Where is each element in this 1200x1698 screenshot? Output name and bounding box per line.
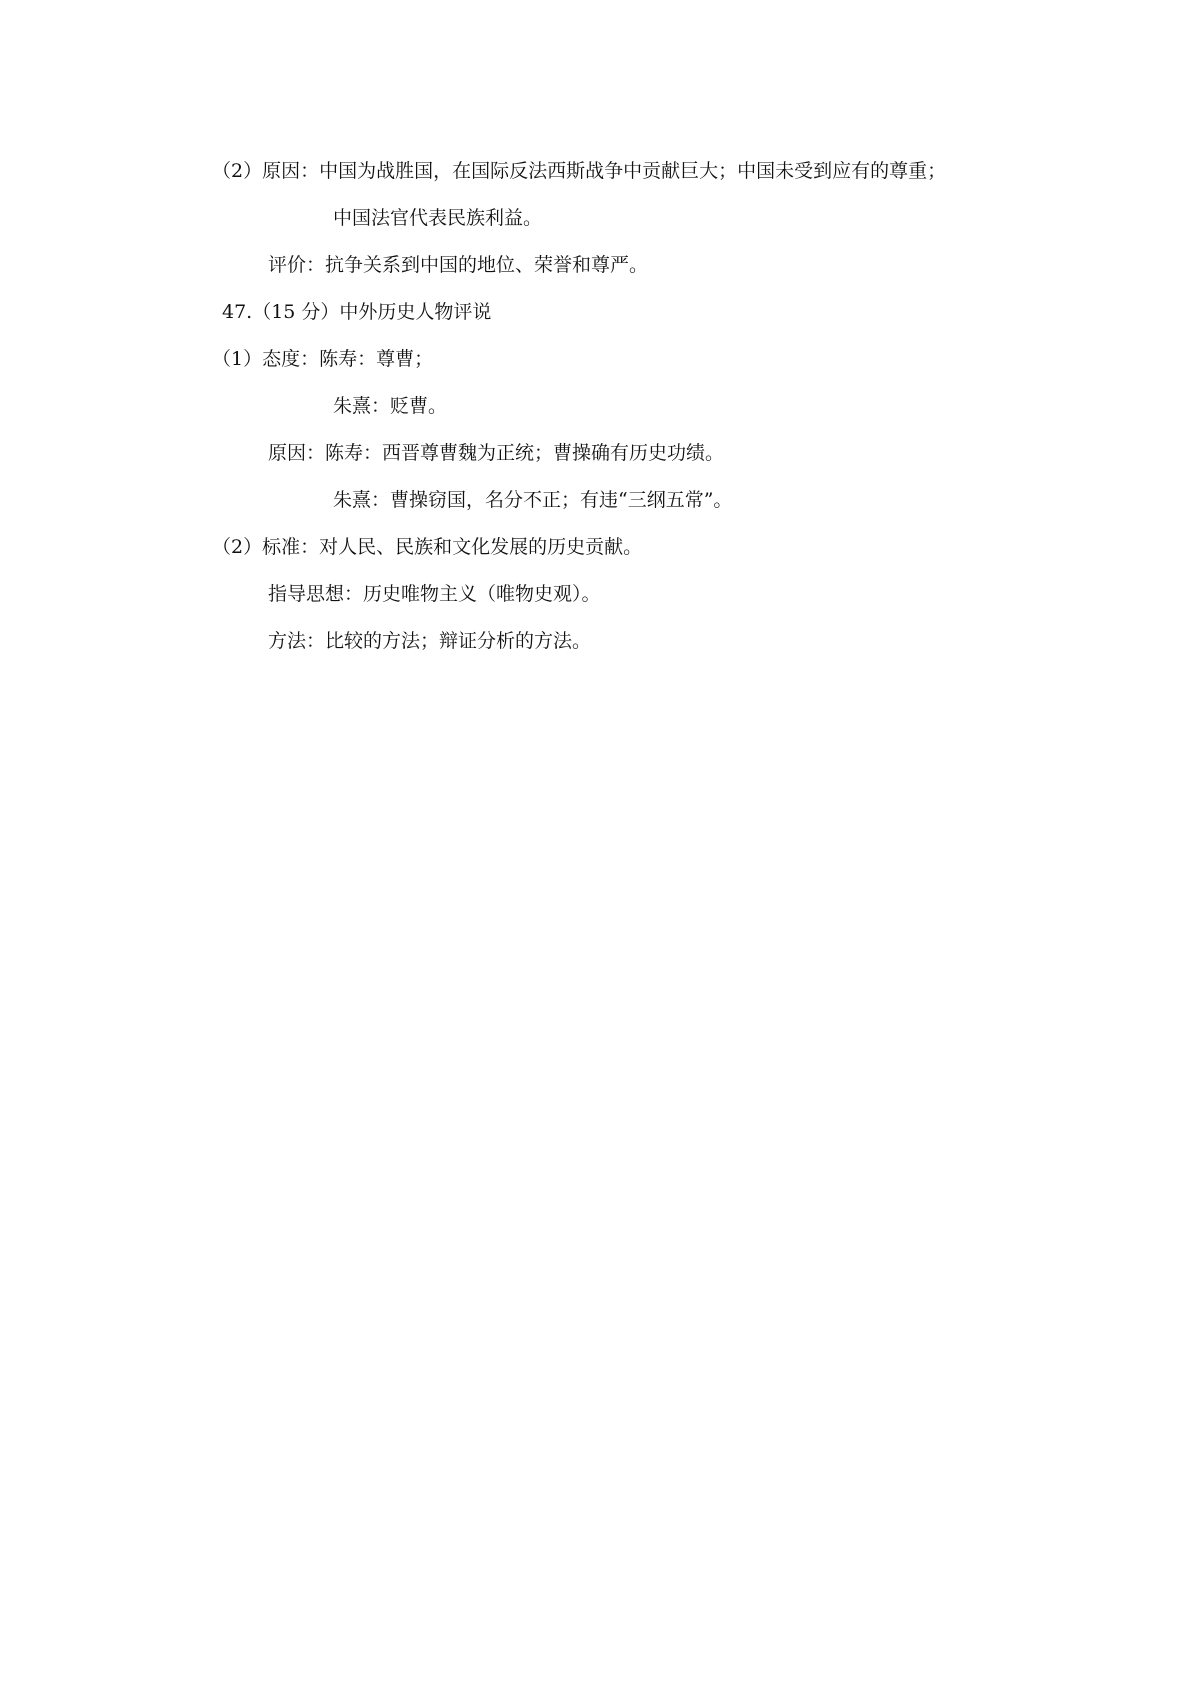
line-label: 原因： [268,442,326,464]
line-label: （1）态度： [212,348,320,370]
q46-2-reason-continuation [333,205,542,231]
line-text: 比较的方法；辩证分析的方法。 [325,630,592,652]
q47-1-attitude-line [212,346,433,372]
line-label: 指导思想： [268,583,364,605]
line-text: 中国为战胜国，在国际反法西斯战争中贡献巨大；中国未受到应有的尊重； [319,160,947,182]
q47-2-guiding-line [268,581,601,607]
line-label: 方法： [268,630,326,652]
q47-1-reason-line-2 [333,487,732,513]
question-heading: 47.（15 分）中外历史人物评说 [222,301,492,323]
line-text: 对人民、民族和文化发展的历史贡献。 [319,536,643,558]
line-text: 历史唯物主义（唯物史观）。 [363,583,601,605]
line-text: 朱熹：贬曹。 [333,395,448,417]
q47-heading [222,299,491,325]
line-label: （2）标准： [212,536,320,558]
line-text: 抗争关系到中国的地位、荣誉和尊严。 [325,254,649,276]
line-label: （2）原因： [212,160,320,182]
q47-2-standard-line [212,534,642,560]
q47-2-method-line [268,628,591,654]
line-label: 评价： [268,254,326,276]
q47-1-reason-line [268,440,724,466]
q47-1-attitude-line-2 [333,393,447,419]
line-text: 陈寿：尊曹； [319,348,434,370]
line-text: 朱熹：曹操窃国，名分不正；有违“三纲五常”。 [333,489,733,511]
q46-2-reason-line [212,158,946,184]
line-text: 中国法官代表民族利益。 [333,207,543,229]
line-text: 陈寿：西晋尊曹魏为正统；曹操确有历史功绩。 [325,442,725,464]
q46-2-evaluation-line [268,252,648,278]
